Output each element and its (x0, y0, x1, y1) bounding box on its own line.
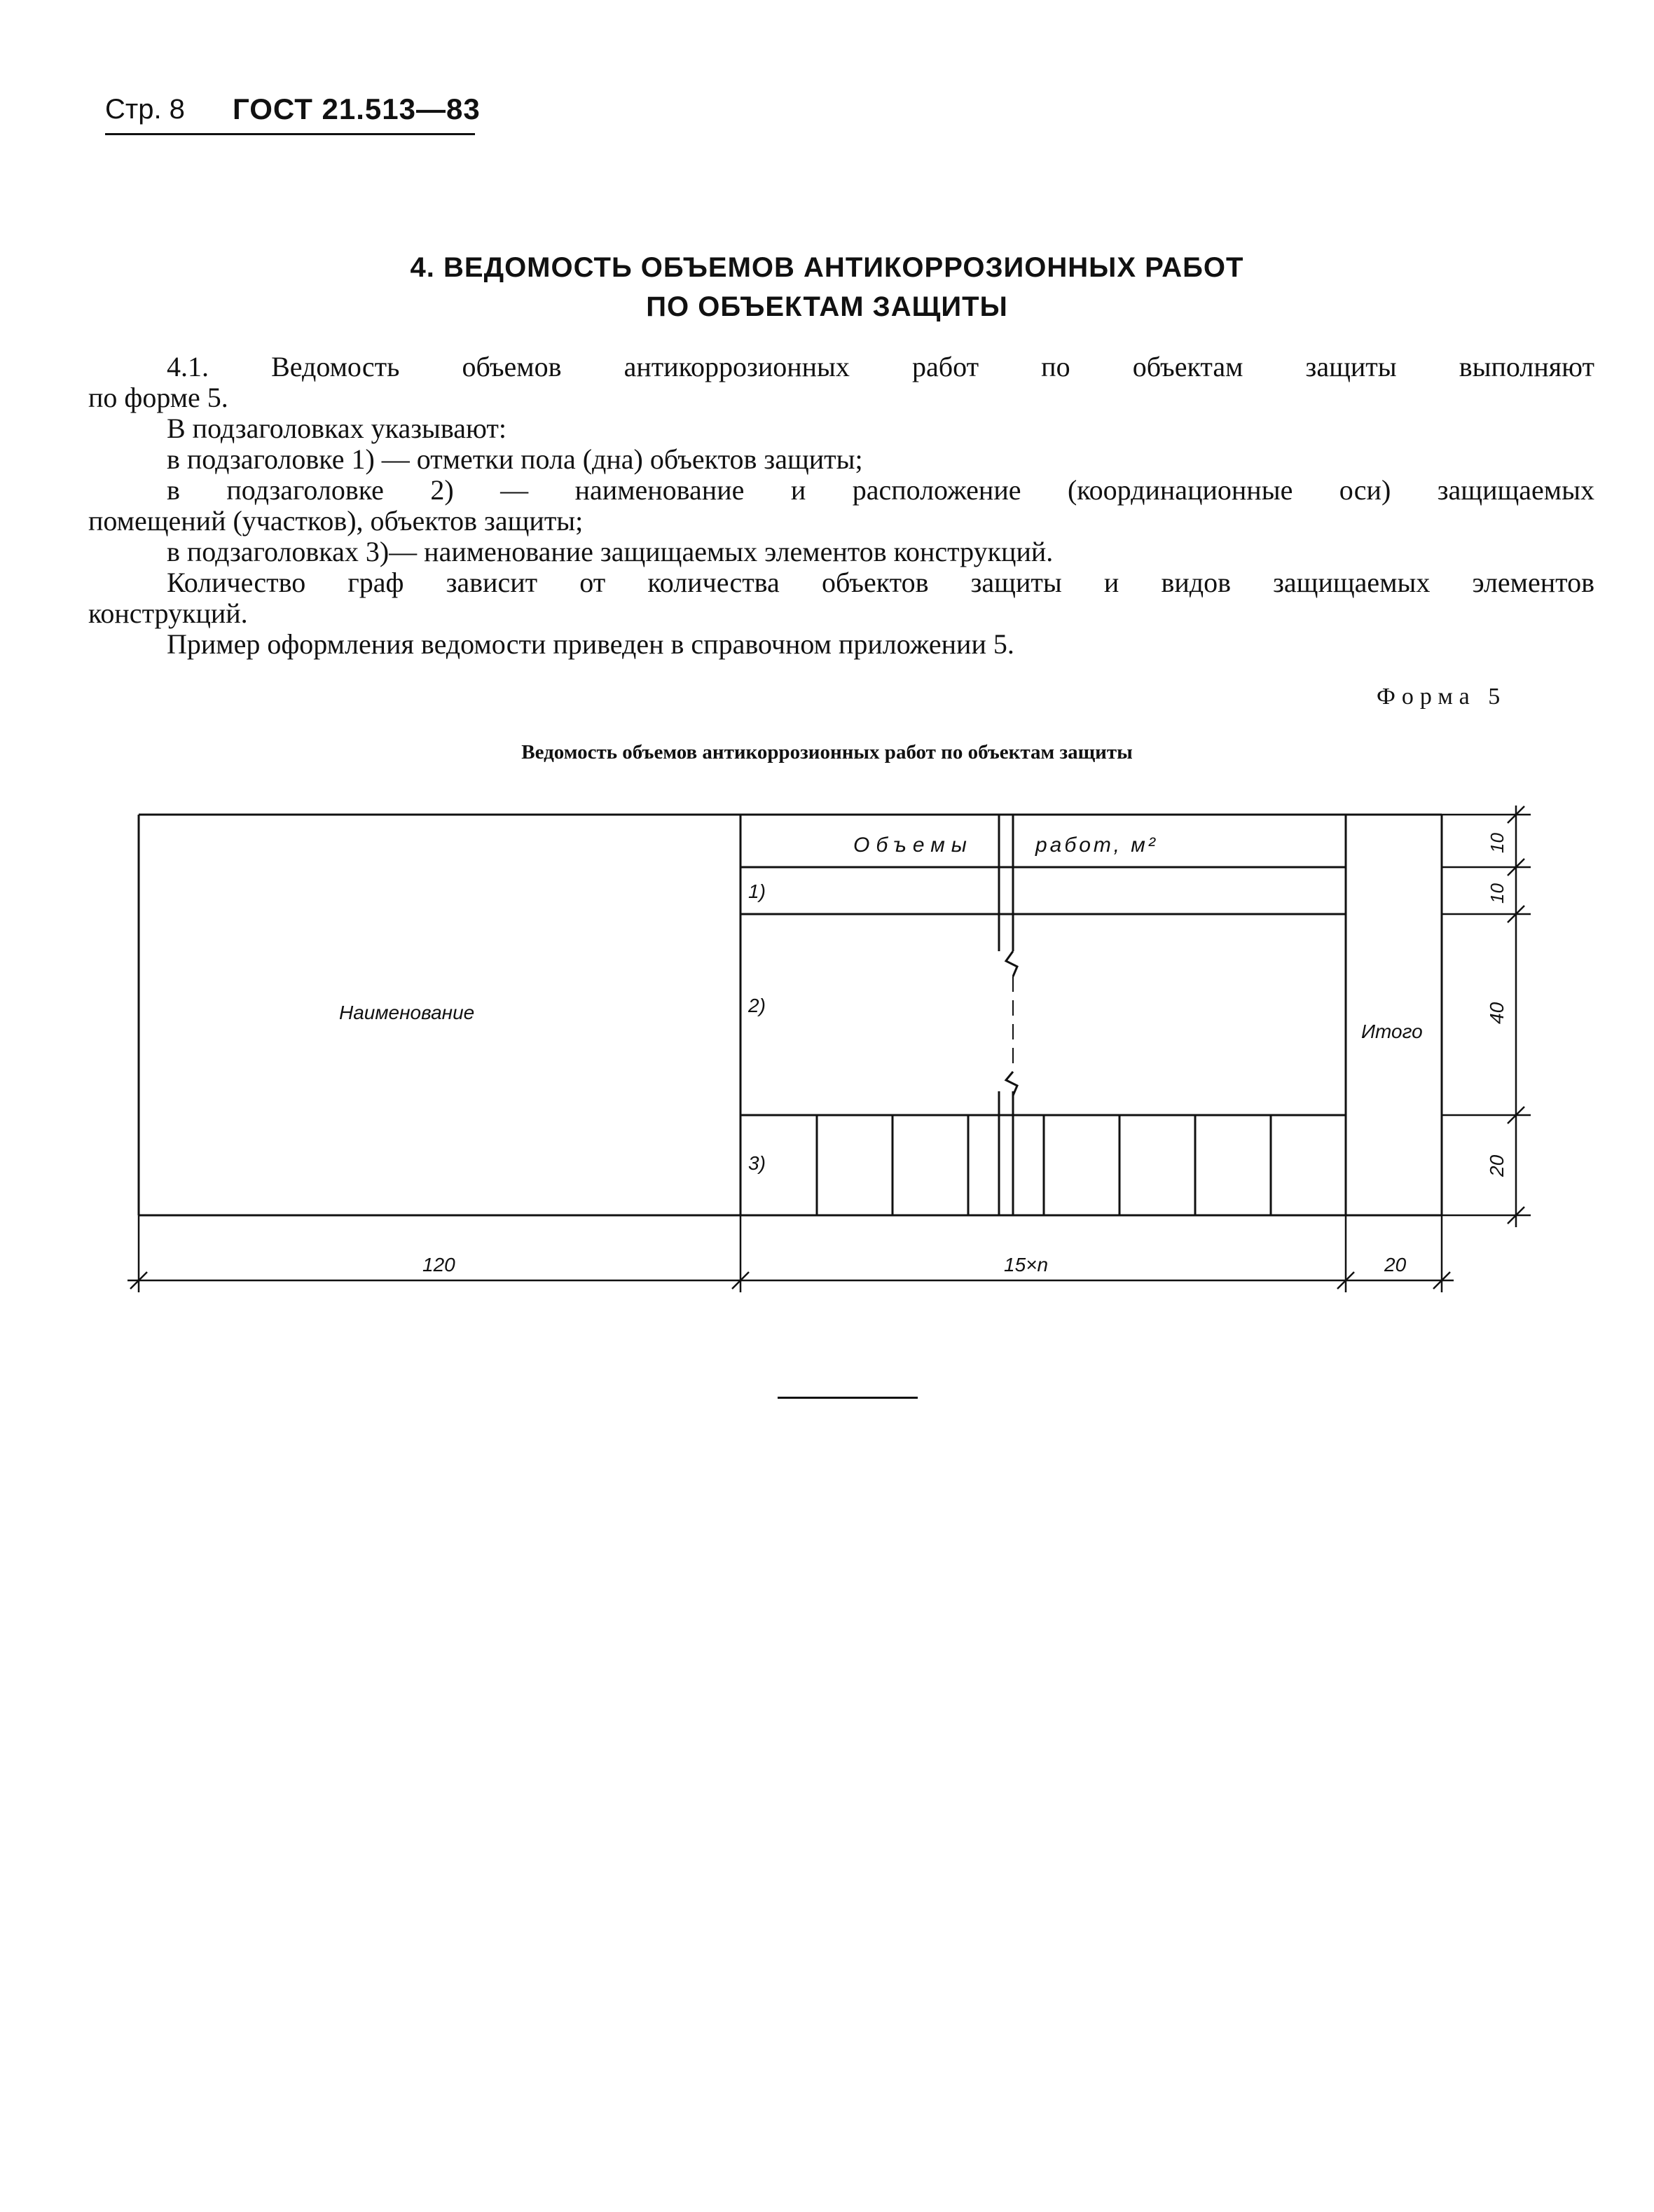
paragraph-columns-line2: конструкций. (88, 597, 248, 629)
dim-height-row1: 10 (1487, 883, 1508, 904)
end-rule (778, 1397, 918, 1399)
dim-width-total: 20 (1384, 1254, 1407, 1276)
dim-height-row2: 40 (1486, 1002, 1508, 1024)
section-title-line2: ПО ОБЪЕКТАМ ЗАЩИТЫ (646, 291, 1008, 322)
form-label: Форма 5 (1377, 684, 1507, 710)
section-title-line1: 4. ВЕДОМОСТЬ ОБЪЕМОВ АНТИКОРРОЗИОННЫХ РАБОТ (410, 252, 1244, 283)
paragraph-subheaders-intro: В подзаголовках указывают: (167, 413, 506, 444)
paragraph-subheader-1: в подзаголовке 1) — отметки пола (дна) объектов защиты; (167, 443, 863, 475)
paragraph-subheader-2-line1: в подзаголовке 2) — наименование и расположение (координационные оси) защищаемых (167, 474, 1594, 506)
subheader-1-label: 1) (748, 880, 766, 902)
page-number: Стр. 8 (105, 94, 185, 125)
dim-height-row3: 20 (1486, 1154, 1508, 1177)
paragraph-4-1-line2: по форме 5. (88, 382, 228, 413)
document-code: ГОСТ 21.513—83 (233, 92, 481, 125)
subheader-2-label: 2) (748, 995, 766, 1016)
volumes-label-right: работ, м² (1035, 834, 1158, 857)
dim-width-columns: 15×n (1004, 1254, 1049, 1276)
name-column-label: Наименование (339, 1002, 475, 1023)
paragraph-4-1-line1: 4.1. Ведомость объемов антикоррозионных работ по объектам защиты выполняют (167, 351, 1594, 382)
dim-width-name: 120 (422, 1254, 455, 1276)
paragraph-subheader-2-line2: помещений (участков), объектов защиты; (88, 505, 584, 537)
subheader-3-label: 3) (748, 1152, 766, 1174)
paragraph-subheader-3: в подзаголовках 3)— наименование защищаемых элементов конструкций. (167, 536, 1054, 567)
paragraph-example: Пример оформления ведомости приведен в справочном приложении 5. (167, 628, 1014, 660)
paragraph-columns-line1: Количество граф зависит от количества объектов защиты и видов защищаемых элементов (167, 567, 1594, 598)
form-title: Ведомость объемов антикоррозионных работ по объектам защиты (521, 741, 1133, 763)
total-column-label: Итого (1361, 1021, 1423, 1042)
volumes-label-left: Объемы (853, 834, 973, 857)
dim-height-top: 10 (1487, 833, 1508, 853)
